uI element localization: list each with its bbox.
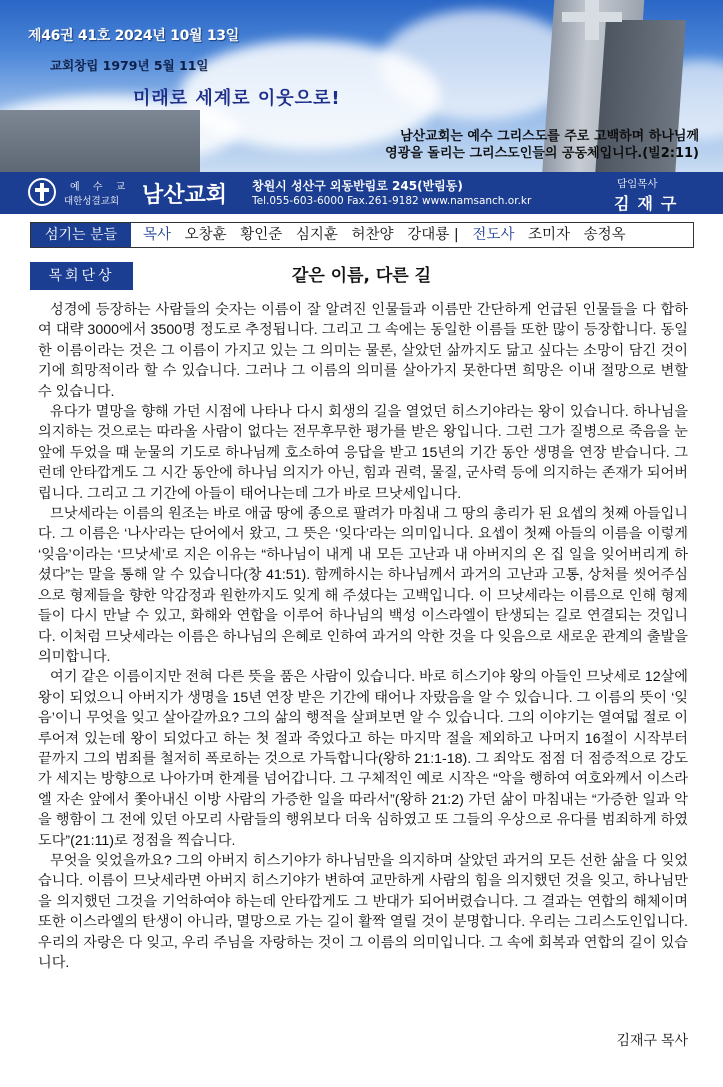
article-title: 같은 이름, 다른 길 (291, 266, 432, 286)
staff-item: 목사 (143, 227, 172, 243)
mission-statement (385, 128, 699, 162)
article-paragraph: 여기 같은 이름이지만 전혀 다른 뜻을 품은 사람이 있습니다. 바로 히스기야 왕의 아들인 므낫세로 12살에 왕이 되었으니 아버지가 생명을 15년 연장 받은 기간에 태어나 자랐음을 알 수 있습니다. 그 이름의 뜻이 ‘잊음’이니 무엇을 잊고 살아갈까요? 그의 삶의 행적을 살펴보면 알 수 있습니다. 그의 이야기는 열여덟 절로 이루어져 있는데 왕이 되었다고 하는 첫 절과 죽었다고 하는 마지막 절을 제외하고 나머지 16절이 시작부터 끝까지 그의 범죄를 철저히 폭로하는 것으로 가득합니다(왕하 21:1-18). 그 죄악도 점점 더 점증적으로 강도가 세지는 방향으로 나아가며 한계를 넘어갑니다. 그 구체적인 예로 시작은 “악을 행하여 여호와께서 이스라엘 자손 앞에서 쫓아내신 이방 사람의 가증한 일을 따라서”(왕하 21:2) 가던 삶이 마침내는 “가증한 일과 악을 행함이 그 전에 있던 아모리 사람들의 행위보다 더욱 심하였고 또 그들의 우상으로 유다를 범죄하게 하였도다”(21:11)로 정점을 찍습니다. (38, 669, 688, 849)
header-banner (0, 0, 723, 172)
building-image (0, 110, 200, 172)
staff-item: 강대룡 | (407, 227, 459, 243)
author-signature: 김재구 목사 (616, 1032, 688, 1048)
staff-item: 황인준 (240, 227, 283, 243)
church-contact: Tel.055-603-6000 Fax.261-9182 www.namsanch.or.kr (252, 195, 532, 207)
column-tag: 목회단상 (30, 262, 133, 290)
denomination-name: 대한성결교회 (64, 196, 120, 207)
denomination-label: 예 수 교 (70, 182, 131, 193)
staff-item: 전도사 (472, 227, 515, 243)
founding-date: 교회창립 1979년 5월 11일 (50, 58, 209, 73)
article-paragraph: 므낫세라는 이름의 원조는 바로 애굽 땅에 종으로 팔려가 마침내 그 땅의 총리가 된 요셉의 첫째 아들입니다. 그 이름은 ‘나사’라는 단어에서 왔고, 그 뜻은 ‘잊다’라는 의미입니다. 요셉이 첫째 아들의 이름을 이렇게 ‘잊음’이라는 ‘므낫세’로 지은 이유는 “하나님이 내게 내 모든 고난과 내 아버지의 온 집 일을 잊어버리게 하셨다”는 말을 통해 알 수 있습니다(창 41:51). 함께하시는 하나님께서 과거의 고난과 고통, 상처를 씻어주심으로 형제들을 향한 악감정과 원한까지도 잊게 해 주셨다는 고백입니다. 이 므낫세라는 이름으로 인해 형제들이 다시 만날 수 있고, 화해와 연합을 이루어 하나님의 백성 이스라엘이 탄생되는 길로 연결되는 것입니다. 이처럼 므낫세라는 이름은 하나님의 은혜로 인하여 과거의 악한 것을 다 잊음으로 새로운 관계의 출발을 의미합니다. (38, 506, 688, 665)
article-paragraph: 성경에 등장하는 사람들의 숫자는 이름이 잘 알려진 인물들과 이름만 간단하게 언급된 인물들을 다 합하여 대략 3000에서 3500명 정도로 추정됩니다. 그리고 그 속에는 동일한 이름들 또한 많이 등장합니다. 동일한 이름이라는 것은 그 이름이 가지고 있는 그 의미는 물론, 살았던 삶까지도 닮고 싶다는 소망이 담긴 것이기에 희망적이라 할 수 있습니다. 그러나 그 이름의 의미를 살아가지 못한다면 희망은 이내 절망으로 변할 수 있습니다. (38, 302, 688, 400)
article-body (38, 300, 688, 973)
mission-line: 영광을 돌리는 그리스도인들의 공동체입니다.(빌2:11) (385, 146, 699, 161)
mission-line: 남산교회는 예수 그리스도를 주로 고백하며 하나님께 (400, 129, 699, 144)
church-info-bar (0, 172, 723, 214)
pastor-title: 담임목사 (617, 178, 658, 190)
article-paragraph: 무엇을 잊었을까요? 그의 아버지 히스기야가 하나님만을 의지하며 살았던 과거의 모든 선한 삶을 다 잊었습니다. 이름이 므낫세라면 아버지 히스기야가 변하여 교만하게 사람의 힘을 의지했던 것을 잊고, 하나님만을 의지했던 그것을 기억하여야 하는데 안타깝게도 그 반대가 되어버렸습니다. 그 결과는 연합의 해체이며 또한 이스라엘의 탄생이 아니라, 멸망으로 가는 길이 활짝 열릴 것이 분명합니다. 우리는 그리스도인입니다. 우리의 자랑은 다 잊고, 우리 주님을 자랑하는 것이 그 이름의 의미입니다. 그 속에 회복과 연합의 길이 있습니다. (38, 852, 688, 971)
church-address: 창원시 성산구 외동반림로 245(반림동) (252, 179, 463, 193)
cross-icon-bar (562, 12, 622, 22)
church-slogan: 미래로 세계로 이웃으로! (133, 88, 341, 109)
staff-row (30, 222, 694, 248)
staff-item: 조미자 (527, 227, 570, 243)
staff-list (143, 223, 635, 247)
staff-item: 송정옥 (583, 227, 626, 243)
staff-label: 섬기는 분들 (31, 223, 131, 247)
staff-item: 오창훈 (184, 227, 227, 243)
article-paragraph: 유다가 멸망을 향해 가던 시점에 나타나 다시 회생의 길을 열었던 히스기야라는 왕이 있습니다. 하나님을 의지하는 것으로는 따라올 사람이 없다는 전무후무한 평가를 받은 왕입니다. 그런 그가 질병으로 죽음을 눈앞에 두었을 때 눈물의 기도로 하나님께 호소하여 응답을 받고 15년의 기간 동안 생명을 연장 받습니다. 그런데 안타깝게도 그 시간 동안에 하나님 의지가 아닌, 힘과 권력, 물질, 군사력 등에 의지하는 존재가 되어버립니다. 그리고 그 기간에 아들이 태어나는데 그가 바로 므낫세입니다. (38, 404, 688, 502)
staff-item: 심지훈 (295, 227, 338, 243)
pastor-name: 김재구 (614, 194, 685, 213)
issue-info: 제46권 41호 2024년 10월 13일 (28, 28, 239, 44)
staff-item: 허찬양 (351, 227, 394, 243)
church-logo-icon (28, 178, 56, 206)
church-name: 남산교회 (142, 182, 228, 208)
